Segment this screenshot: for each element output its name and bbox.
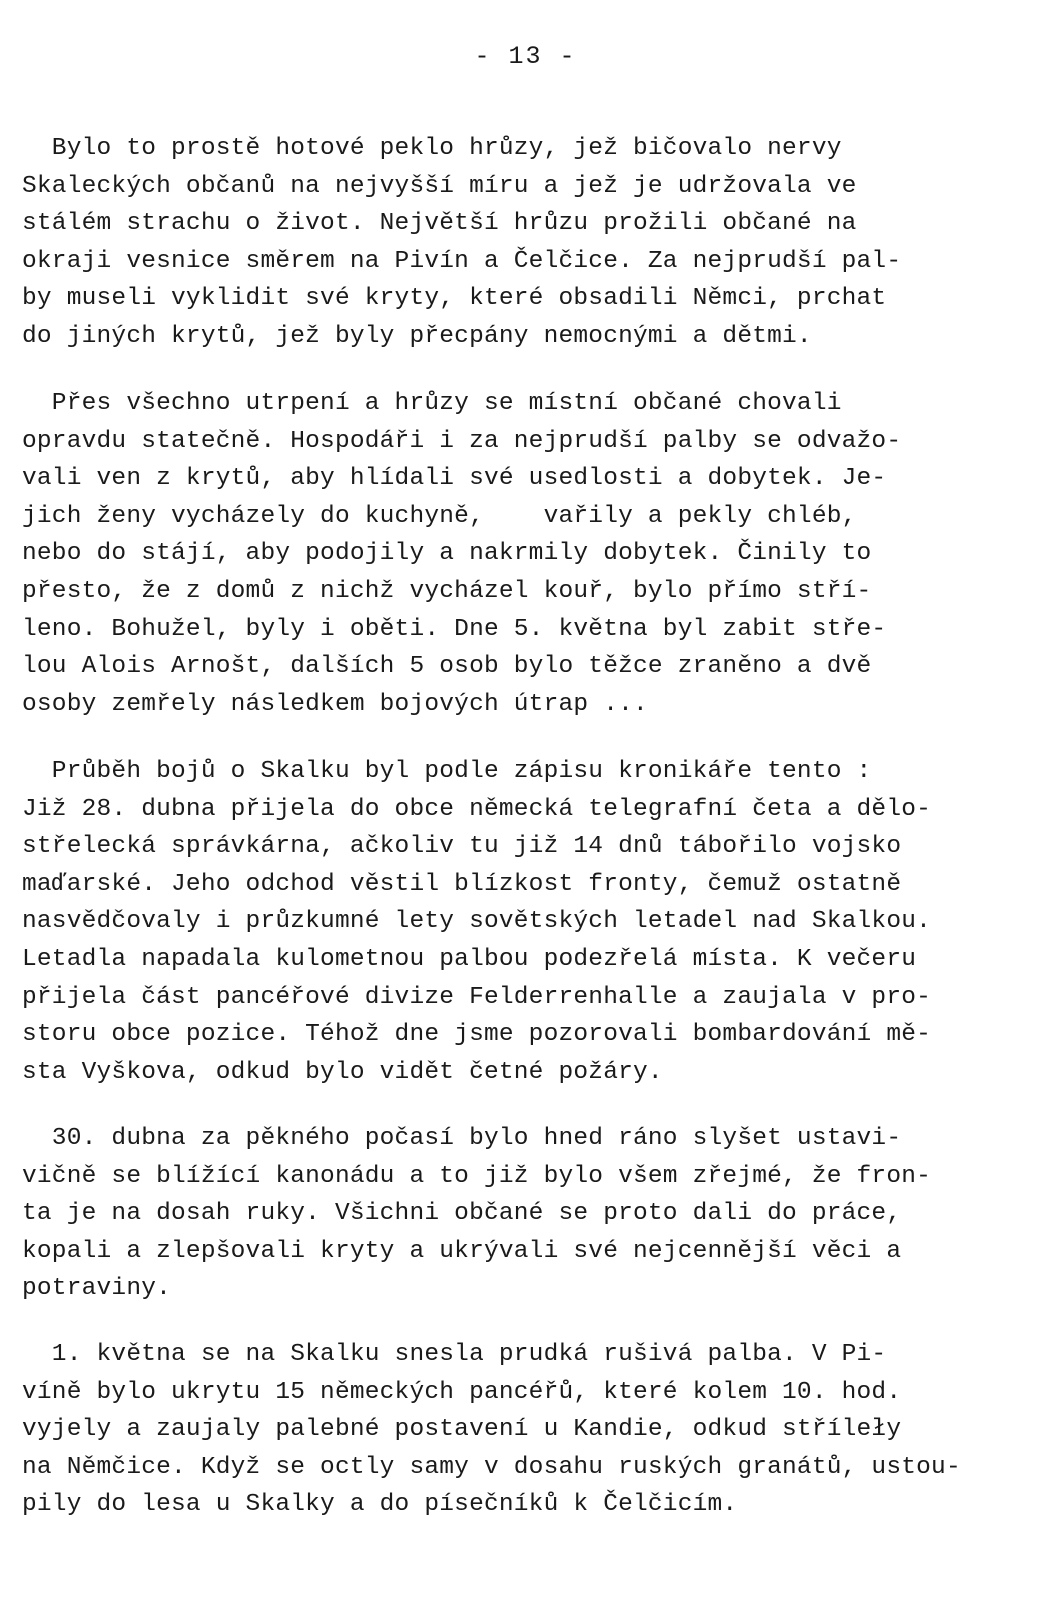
text-line: kopali a zlepšovali kryty a ukrývali své nejcennější věci a	[22, 1237, 902, 1265]
text-line: vičně se blížící kanonádu a to již bylo všem zřejmé, že fron-	[22, 1162, 932, 1190]
text-line: na Němčice. Když se octly samy v dosahu ruských granátů, ustou-	[22, 1453, 961, 1481]
paragraph-5	[22, 1336, 1022, 1524]
text-line: do jiných krytů, jež byly přecpány nemocnými a dětmi.	[22, 322, 812, 350]
text-line: 1. května se na Skalku snesla prudká rušivá palba. V Pi-	[22, 1341, 887, 1368]
text-line: sta Vyškova, odkud bylo vidět četné požáry.	[22, 1058, 663, 1086]
paragraph-3	[22, 753, 1022, 1091]
text-line: Průběh bojů o Skalku byl podle zápisu kronikáře tento :	[22, 758, 872, 785]
text-line: Bylo to prostě hotové peklo hrůzy, jež bičovalo nervy	[22, 135, 842, 162]
text-line: přijela část pancéřové divize Felderrenhalle a zaujala v pro-	[22, 983, 932, 1011]
paragraph-4	[22, 1120, 1022, 1308]
text-line: opravdu statečně. Hospodáři i za nejprudší palby se odvažo-	[22, 427, 902, 455]
text-line: Již 28. dubna přijela do obce německá telegrafní četa a dělo-	[22, 795, 932, 823]
text-line: nebo do stájí, aby podojily a nakrmily dobytek. Činily to	[22, 540, 872, 568]
text-line: 30. dubna za pěkného počasí bylo hned ráno slyšet ustavi-	[22, 1125, 902, 1152]
text-line: střelecká správkárna, ačkoliv tu již 14 dnů tábořilo vojsko	[22, 833, 902, 861]
text-line: maďarské. Jeho odchod věstil blízkost fronty, čemuž ostatně	[22, 870, 902, 898]
text-line: ta je na dosah ruky. Všichni občané se proto dali do práce,	[22, 1200, 902, 1228]
text-line: Přes všechno utrpení a hrůzy se místní občané chovali	[22, 390, 842, 417]
page-number: - 13 -	[474, 42, 577, 71]
text-line: okraji vesnice směrem na Pivín a Čelčice. Za nejprudší pal-	[22, 247, 902, 275]
text-line: vali ven z krytů, aby hlídali své usedlosti a dobytek. Je-	[22, 465, 887, 493]
text-line: vyjely a zaujaly palebné postavení u Kandie, odkud stříleły	[22, 1416, 902, 1444]
text-line: jich ženy vycházely do kuchyně, vařily a pekly chléb,	[22, 502, 857, 530]
text-line: nasvědčovaly i průzkumné lety sovětských letadel nad Skalkou.	[22, 908, 932, 936]
paragraph-2	[22, 385, 1022, 723]
text-line: víně bylo ukrytu 15 německých pancéřů, které kolem 10. hod.	[22, 1378, 902, 1406]
text-line: lou Alois Arnošt, dalších 5 osob bylo těžce zraněno a dvě	[22, 653, 872, 681]
text-line: osoby zemřely následkem bojových útrap ...	[22, 690, 648, 718]
text-line: pily do lesa u Skalky a do písečníků k Čelčicím.	[22, 1491, 738, 1519]
text-line: potraviny.	[22, 1275, 172, 1303]
text-line: přesto, že z domů z nichž vycházel kouř, bylo přímo stří-	[22, 577, 872, 605]
text-line: stálém strachu o život. Největší hrůzu prožili občané na	[22, 210, 857, 238]
text-line: storu obce pozice. Téhož dne jsme pozorovali bombardování mě-	[22, 1021, 932, 1049]
text-line: by museli vyklidit své kryty, které obsadili Němci, prchat	[22, 285, 887, 313]
paragraph-1	[22, 130, 1022, 356]
text-line: Letadla napadala kulometnou palbou podezřelá místa. K večeru	[22, 945, 917, 973]
text-line: Skaleckých občanů na nejvyšší míru a jež je udržovala ve	[22, 172, 857, 200]
text-line: leno. Bohužel, byly i oběti. Dne 5. května byl zabit stře-	[22, 615, 887, 643]
